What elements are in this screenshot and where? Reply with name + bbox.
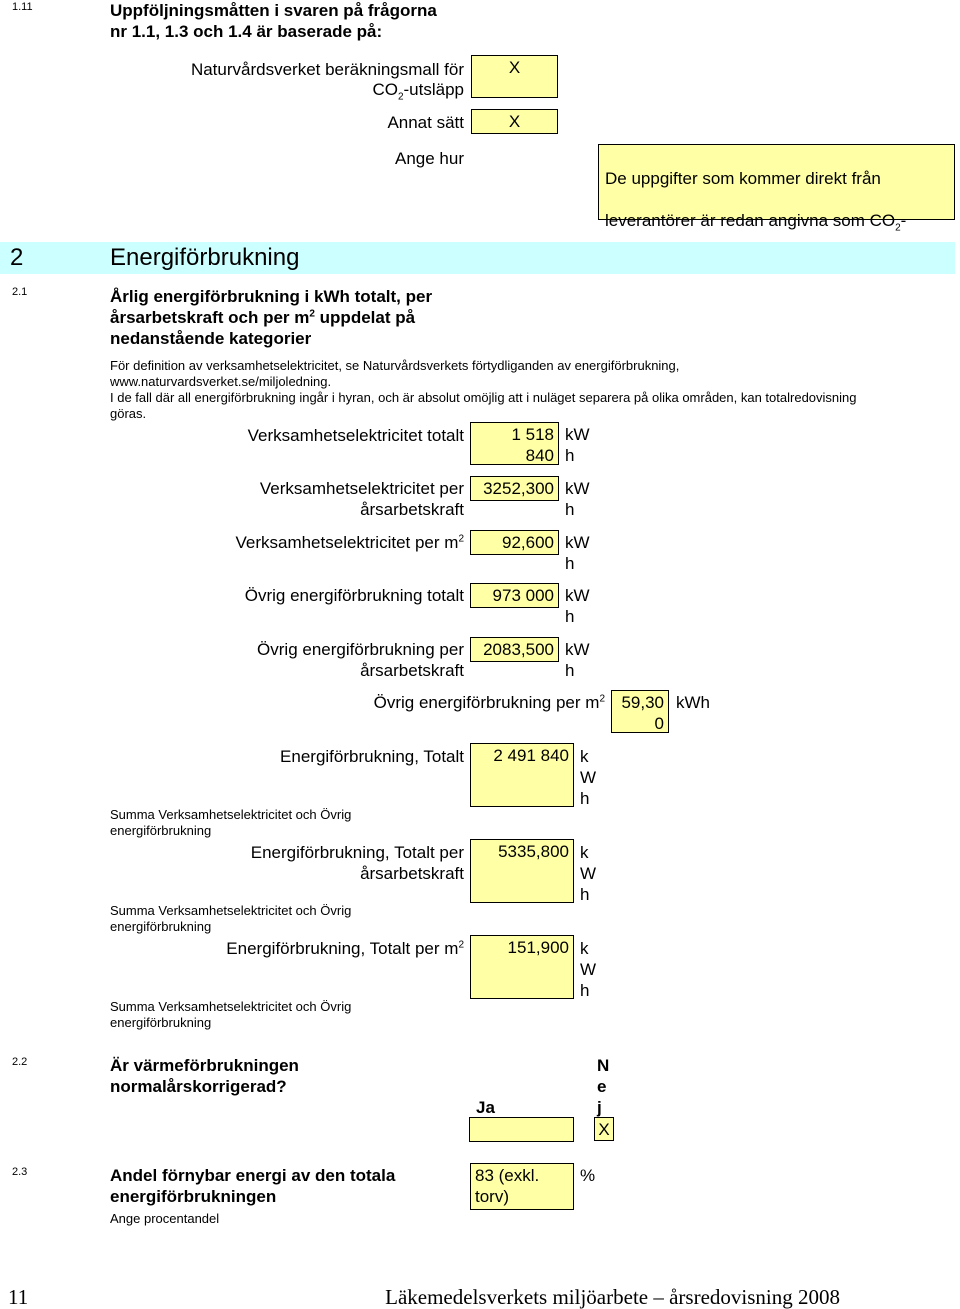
question-number: 1.11: [12, 1, 33, 13]
footer-title: Läkemedelsverkets miljöarbete – årsredovisning 2008: [385, 1285, 840, 1309]
note-text: För definition av verksamhetselektricitet, se Naturvårdsverkets förtydliganden av energiförbrukning,: [110, 358, 680, 373]
row-label: Övrig energiförbrukning per $m^2$: [373, 693, 605, 712]
value-field[interactable]: 5335,800: [470, 839, 574, 903]
option-label: Ange hur: [395, 149, 464, 168]
value-field[interactable]: 1 518 840: [470, 422, 559, 465]
page-number: 11: [8, 1285, 29, 1309]
unit-label: kW h: [565, 586, 590, 626]
question-number: 2.3: [12, 1166, 28, 1178]
unit-label: kW h: [565, 479, 590, 519]
note-text: www.naturvardsverket.se/miljoledning.: [110, 374, 332, 389]
unit-label: k W h: [580, 843, 597, 904]
unit-label: %: [580, 1166, 596, 1185]
sum-note: Summa Verksamhetselektricitet och Övrig energiförbrukning: [110, 903, 352, 934]
question-title-line: årsarbetskraft och per $m^2$ uppdelat på: [110, 308, 416, 327]
unit-label: k W h: [580, 747, 597, 808]
value-field[interactable]: 973 000: [470, 583, 559, 608]
unit-label: kW h: [565, 425, 590, 465]
row-label: Verksamhetselektricitet per $m^2$: [235, 533, 464, 552]
option-label: Naturvårdsverket beräkningsmall för: [190, 60, 464, 79]
question-number: 2.1: [12, 286, 28, 298]
hint-text: Ange procentandel: [110, 1211, 220, 1226]
question-title-line: nr 1.1, 1.3 och 1.4 är baserade på:: [110, 22, 383, 41]
unit-label: kW h: [565, 533, 590, 573]
row-label: Energiförbrukning, Totalt per $m^2$: [226, 939, 464, 958]
value-field[interactable]: 2083,500: [470, 637, 559, 662]
row-label: Övrig energiförbrukning per årsarbetskraft: [257, 640, 464, 680]
note-text: göras.: [110, 406, 147, 421]
question-title-line: Andel förnybar energi av den totala: [110, 1166, 396, 1185]
row-label: Verksamhetselektricitet totalt: [247, 426, 464, 445]
value-field[interactable]: 2 491 840: [470, 743, 574, 807]
question-title-line: energiförbrukningen: [110, 1187, 277, 1206]
row-label: Energiförbrukning, Totalt: [280, 747, 464, 766]
yes-checkbox[interactable]: [469, 1117, 574, 1142]
option-checkbox[interactable]: X: [471, 109, 558, 134]
option-checkbox[interactable]: X: [471, 55, 558, 98]
yes-label: Ja: [476, 1098, 495, 1117]
row-label: Verksamhetselektricitet per årsarbetskraft: [259, 479, 464, 519]
section-title: Energiförbrukning: [110, 244, 300, 271]
row-label: Energiförbrukning, Totalt per årsarbetskraft: [250, 843, 464, 883]
unit-label: k W h: [580, 939, 597, 1000]
sum-note: Summa Verksamhetselektricitet och Övrig energiförbrukning: [110, 999, 352, 1030]
question-title-line: Uppföljningsmåtten i svaren på frågorna: [110, 1, 437, 20]
note-text: I de fall där all energiförbrukning ingår i hyran, och är absolut omöjlig att i nuläget separera på olika områden, kan totalredovisning: [110, 390, 857, 405]
sum-note: Summa Verksamhetselektricitet och Övrig energiförbrukning: [110, 807, 352, 838]
value-field[interactable]: 3252,300: [470, 476, 559, 501]
question-title-line: Är värmeförbrukningen: [110, 1056, 299, 1075]
percent-field[interactable]: 83 (exkl. torv): [470, 1163, 574, 1210]
question-title-line: Årlig energiförbrukning i kWh totalt, per: [110, 287, 433, 306]
question-title-line: normalårskorrigerad?: [110, 1077, 287, 1096]
value-field[interactable]: 92,600: [470, 530, 559, 555]
question-number: 2.2: [12, 1056, 28, 1068]
no-label: N e j: [597, 1056, 610, 1117]
question-title-line: nedanstående kategorier: [110, 329, 312, 348]
section-number: 2: [10, 244, 24, 271]
description-field[interactable]: De uppgifter som kommer direkt från leverantörer är redan angivna som $CO_2-$: [598, 144, 955, 220]
value-field[interactable]: 59,30 0: [611, 690, 669, 733]
value-field[interactable]: 151,900: [470, 935, 574, 999]
no-checkbox[interactable]: X: [594, 1117, 614, 1141]
option-label: $CO_2$-utsläpp: [372, 80, 464, 103]
option-label: Annat sätt: [387, 113, 464, 132]
unit-label: kWh: [676, 693, 710, 712]
row-label: Övrig energiförbrukning totalt: [244, 586, 464, 605]
unit-label: kW h: [565, 640, 590, 680]
